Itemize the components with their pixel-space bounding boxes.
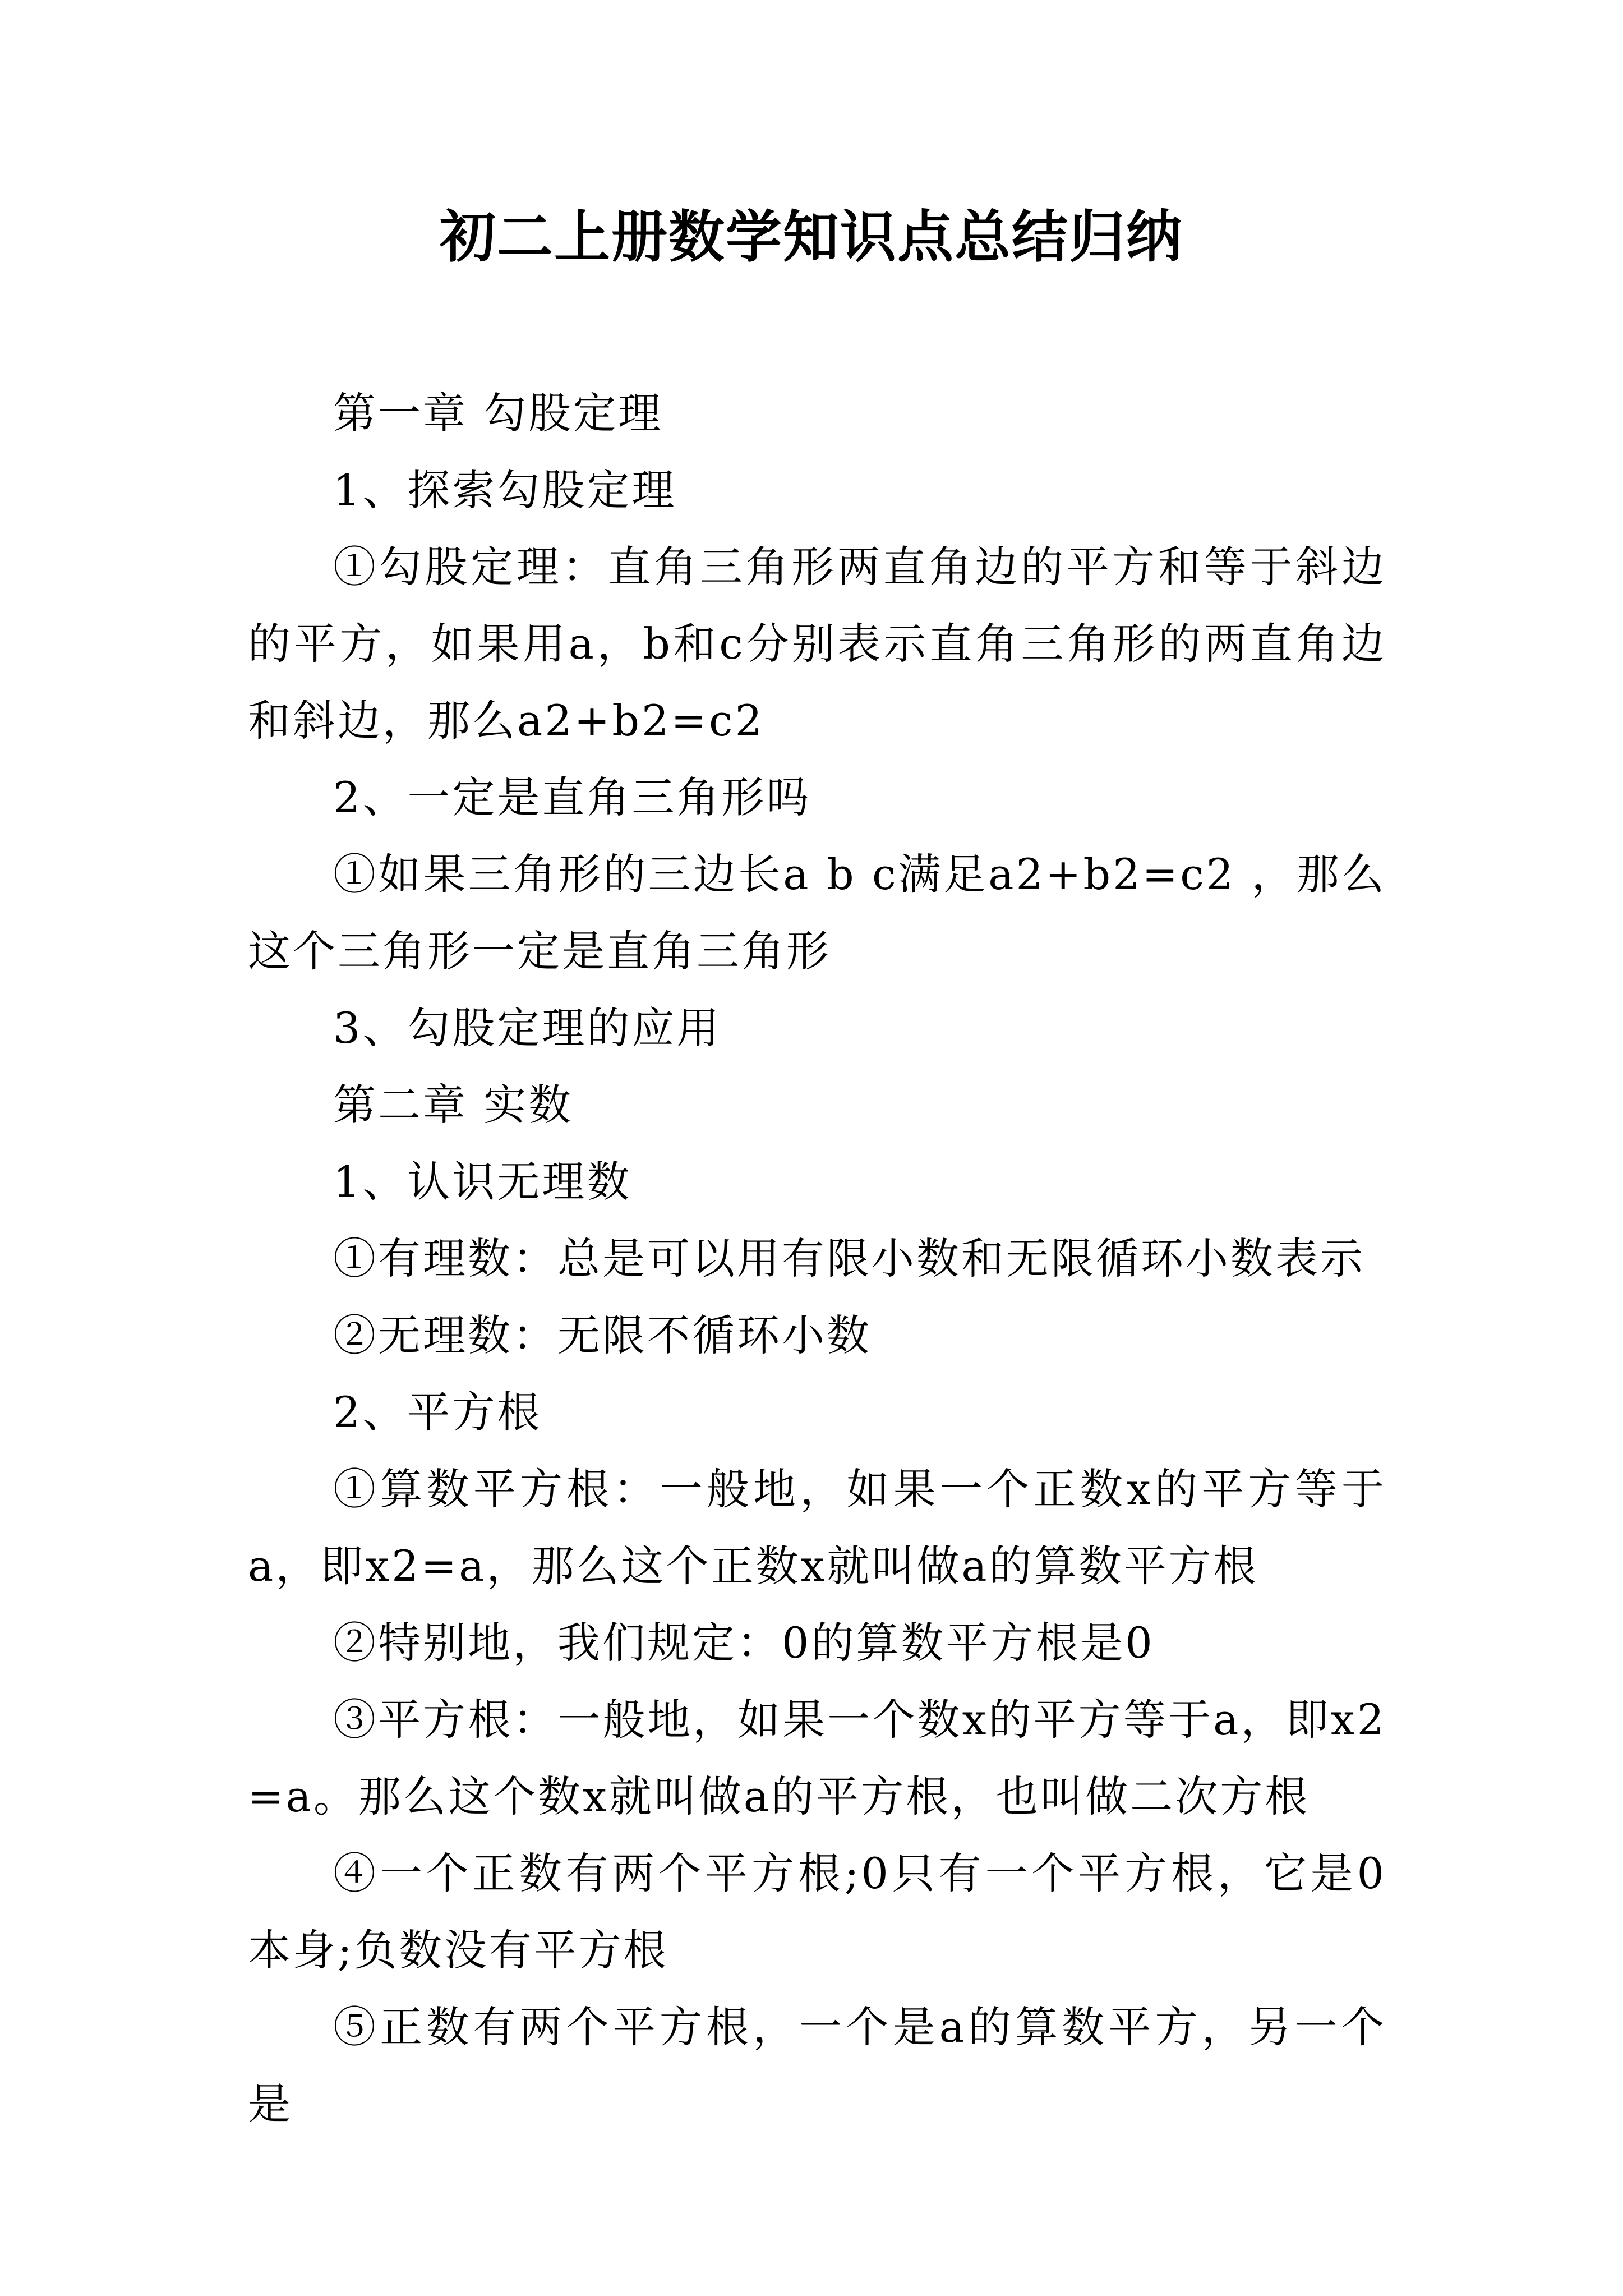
chapter-heading: 第一章 勾股定理	[333, 388, 663, 438]
paragraph: ①如果三角形的三边长a b c满足a2+b2=c2 ，那么这个三角形一定是直角三角形	[248, 849, 1386, 976]
section-heading: 1、认识无理数	[333, 1157, 632, 1207]
paragraph: ②无理数：无限不循环小数	[333, 1310, 872, 1360]
section-heading: 1、探索勾股定理	[333, 465, 677, 515]
section-heading: 2、平方根	[333, 1387, 542, 1437]
document-body	[248, 375, 1386, 2142]
paragraph: ③平方根：一般地，如果一个数x的平方等于a，即x2=a。那么这个数x就叫做a的平方根，也叫做二次方根	[248, 1695, 1386, 1821]
paragraph: ①勾股定理：直角三角形两直角边的平方和等于斜边的平方，如果用a，b和c分别表示直角三角形的两直角边和斜边，那么a2+b2=c2	[248, 542, 1386, 746]
section-heading: 2、一定是直角三角形吗	[333, 772, 811, 822]
section-heading: 3、勾股定理的应用	[333, 1003, 722, 1053]
paragraph: ①算数平方根：一般地，如果一个正数x的平方等于a，即x2=a，那么这个正数x就叫做a的算数平方根	[248, 1464, 1386, 1591]
document-title: 初二上册数学知识点总结归纳	[440, 204, 1183, 270]
paragraph: ①有理数：总是可以用有限小数和无限循环小数表示	[333, 1234, 1365, 1283]
paragraph: ④一个正数有两个平方根;0只有一个平方根，它是0本身;负数没有平方根	[248, 1848, 1386, 1975]
chapter-heading: 第二章 实数	[333, 1080, 574, 1130]
paragraph: ②特别地，我们规定：0的算数平方根是0	[333, 1618, 1155, 1668]
paragraph: ⑤正数有两个平方根，一个是a的算数平方，另一个是	[248, 2002, 1386, 2129]
